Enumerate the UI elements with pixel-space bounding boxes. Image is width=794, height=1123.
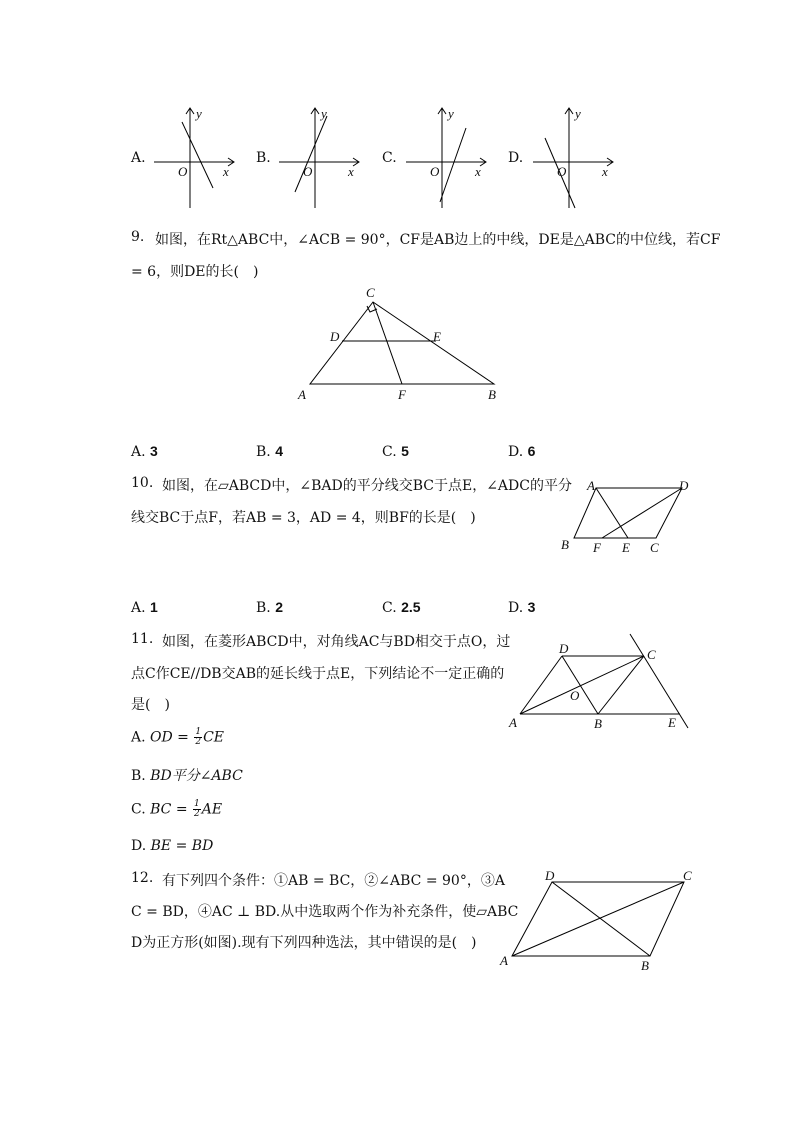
q9-text-line2: = 6，则DE的长( ) (131, 264, 259, 280)
q8-a-axis-y: y (196, 106, 202, 121)
q12-text-line3: D为正方形(如图).现有下列四种选法，其中错误的是( ) (131, 935, 477, 951)
q12-text-line1: 有下列四个条件：①AB = BC，②∠ABC = 90°，③A (162, 873, 505, 889)
q9-number: 9. (131, 229, 145, 245)
q10-text-line2: 线交BC于点F，若AB = 3，AD = 4，则BF的长是( ) (131, 510, 476, 526)
q9-text-line1: 如图，在Rt△ABC中，∠ACB = 90°，CF是AB边上的中线，DE是△ABC的中位线，若CF (155, 232, 721, 248)
q9-label-e: E (433, 329, 441, 344)
q9-label-d: D (330, 329, 340, 344)
q11-option-b: B. BD平分∠ABC (131, 768, 243, 784)
q10-label-c: C (650, 540, 659, 555)
q12-text-line2: C = BD，④AC ⊥ BD.从中选取两个作为补充条件，使▱ABC (131, 904, 519, 920)
q9-label-b: B (488, 387, 496, 402)
q8-option-d-letter: D. (508, 150, 524, 166)
q12-label-d: D (545, 868, 555, 883)
q9-label-c: C (366, 285, 375, 300)
q9-label-a: A (298, 387, 306, 402)
q8-b-axis-y: y (321, 106, 327, 121)
q10-label-b: B (561, 537, 569, 552)
q11-label-o: O (570, 688, 580, 703)
q10-label-f: F (593, 540, 601, 555)
q11-label-c: C (647, 647, 656, 662)
q8-a-axis-x: x (223, 164, 229, 179)
q10-label-a: A (587, 478, 595, 493)
q8-d-origin: O (557, 164, 567, 179)
q8-a-origin: O (178, 164, 188, 179)
q11-label-a: A (509, 715, 517, 730)
q11-number: 11. (131, 631, 154, 647)
q8-option-a-letter: A. (131, 150, 146, 166)
q12-number: 12. (131, 870, 154, 886)
q11-label-e: E (668, 715, 676, 730)
q11-option-c-fraction: $\frac{1}{2}$ (194, 799, 200, 819)
q9-option-a: A. 3 (131, 443, 158, 460)
q11-option-c: C. BC = $\frac{1}{2}$ AE (131, 799, 223, 819)
q11-text-line1: 如图，在菱形ABCD中，对角线AC与BD相交于点O，过 (162, 634, 511, 650)
q10-number: 10. (131, 475, 154, 491)
q10-option-d: D. 3 (508, 599, 536, 616)
q10-label-d: D (679, 478, 689, 493)
q8-option-d-graph (529, 104, 619, 214)
q10-option-a: A. 1 (131, 599, 158, 616)
q8-c-axis-y: y (448, 106, 454, 121)
q10-option-c: C. 2.5 (382, 599, 421, 616)
q11-option-d: D. BE = BD (131, 838, 214, 854)
q8-option-c-letter: C. (382, 150, 397, 166)
q10-option-b: B. 2 (256, 599, 283, 616)
q8-b-axis-x: x (348, 164, 354, 179)
q10-label-e: E (622, 540, 630, 555)
q12-label-c: C (683, 868, 692, 883)
q8-c-origin: O (430, 164, 440, 179)
q8-option-b-letter: B. (256, 150, 271, 166)
q8-c-axis-x: x (475, 164, 481, 179)
q8-b-origin: O (303, 164, 313, 179)
q11-label-d: D (559, 641, 569, 656)
q8-option-b-graph (275, 104, 365, 214)
q11-text-line3: 是( ) (131, 697, 170, 713)
q9-option-d: D. 6 (508, 443, 536, 460)
q12-label-a: A (500, 953, 508, 968)
q9-label-f: F (398, 387, 406, 402)
q11-option-a: A. OD = $\frac{1}{2}$ CE (131, 727, 225, 747)
q8-option-a-graph (150, 104, 240, 214)
q11-text-line2: 点C作CE//DB交AB的延长线于点E，下列结论不一定正确的 (131, 666, 505, 682)
q8-d-axis-x: x (602, 164, 608, 179)
q8-d-axis-y: y (575, 106, 581, 121)
q9-option-c: C. 5 (382, 443, 409, 460)
q8-option-c-graph (402, 104, 492, 214)
q12-figure (504, 872, 704, 972)
q9-option-b: B. 4 (256, 443, 283, 460)
q10-text-line1: 如图，在▱ABCD中，∠BAD的平分线交BC于点E，∠ADC的平分 (162, 478, 572, 494)
q11-label-b: B (594, 716, 602, 731)
q12-label-b: B (641, 958, 649, 973)
q11-option-a-fraction: $\frac{1}{2}$ (195, 727, 202, 747)
